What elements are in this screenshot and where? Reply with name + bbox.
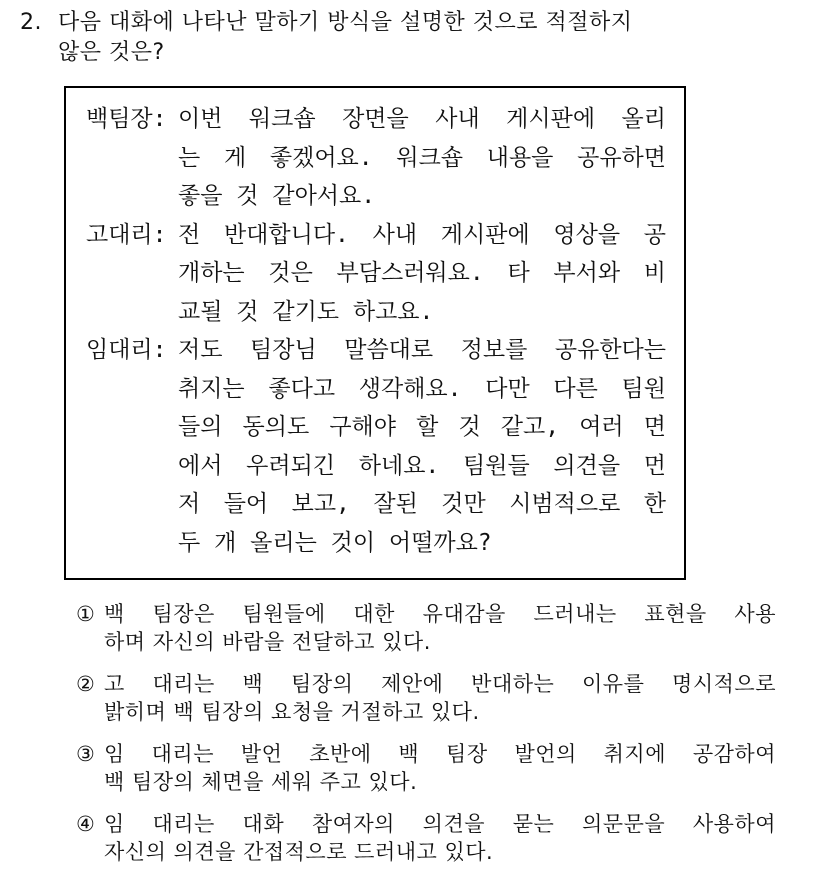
choice-text <box>104 740 776 796</box>
choice-text <box>104 670 776 726</box>
choice-marker: ④ <box>76 812 96 836</box>
speech-line: 는 게 좋겠어요. 워크숍 내용을 공유하면 <box>178 144 666 171</box>
speech-line: 개하는 것은 부담스러워요. 타 부서와 비 <box>178 260 666 286</box>
speech-text <box>178 331 666 562</box>
speech-line: 전 반대합니다. 사내 게시판에 영상을 공 <box>178 221 666 248</box>
speech-line: 이번 워크숍 장면을 사내 게시판에 올리 <box>178 106 666 132</box>
choice-line: 하며 자신의 바람을 전달하고 있다. <box>104 630 431 654</box>
dialogue-turn-go <box>86 216 666 332</box>
question-text-line-2: 않은 것은? <box>58 40 165 65</box>
speech-line: 교될 것 같기도 하고요. <box>178 298 434 325</box>
speech-line: 저도 팀장님 말씀대로 정보를 공유한다는 <box>178 337 666 363</box>
choice-2[interactable] <box>76 670 776 726</box>
speaker-label: 고대리: <box>86 221 167 248</box>
question-number: 2. <box>20 10 42 35</box>
dialogue-turn-baek <box>86 100 666 216</box>
choice-line: 임 대리는 발언 초반에 백 팀장 발언의 취지에 공감하여 <box>104 742 776 766</box>
choice-1[interactable] <box>76 600 776 656</box>
speech-line: 저 들어 보고, 잘된 것만 시범적으로 한 <box>178 491 666 517</box>
speech-text <box>178 216 666 332</box>
choice-text <box>104 600 776 656</box>
dialogue-box <box>64 86 686 580</box>
choice-line: 자신의 의견을 간접적으로 드러내고 있다. <box>104 840 494 864</box>
speech-line: 들의 동의도 구해야 할 것 같고, 여러 면 <box>178 414 666 440</box>
choice-line: 임 대리는 대화 참여자의 의견을 묻는 의문문을 사용하여 <box>104 812 776 836</box>
choice-line: 백 팀장은 팀원들에 대한 유대감을 드러내는 표현을 사용 <box>104 602 776 626</box>
speech-text <box>178 100 666 216</box>
speech-line: 에서 우려되긴 하네요. 팀원들 의견을 먼 <box>178 452 666 479</box>
choice-marker: ① <box>76 602 96 626</box>
choice-line: 고 대리는 백 팀장의 제안에 반대하는 이유를 명시적으로 <box>104 672 776 696</box>
choice-line: 밝히며 백 팀장의 요청을 거절하고 있다. <box>104 700 480 724</box>
speaker-label: 백팀장: <box>86 106 167 132</box>
dialogue-turn-lim <box>86 331 666 562</box>
question-text-line-1: 다음 대화에 나타난 말하기 방식을 설명한 것으로 적절하지 <box>58 10 633 35</box>
choice-marker: ② <box>76 672 96 696</box>
speech-line: 좋을 것 같아서요. <box>178 183 376 209</box>
choice-marker: ③ <box>76 742 96 766</box>
choice-text <box>104 810 776 866</box>
choice-3[interactable] <box>76 740 776 796</box>
choice-4[interactable] <box>76 810 776 866</box>
choice-line: 백 팀장의 체면을 세워 주고 있다. <box>104 770 418 794</box>
question-stem <box>20 8 810 68</box>
speech-line: 두 개 올리는 것이 어떨까요? <box>178 529 492 556</box>
speaker-label: 임대리: <box>86 337 167 363</box>
answer-choices <box>76 600 776 880</box>
speech-line: 취지는 좋다고 생각해요. 다만 다른 팀원 <box>178 375 666 402</box>
